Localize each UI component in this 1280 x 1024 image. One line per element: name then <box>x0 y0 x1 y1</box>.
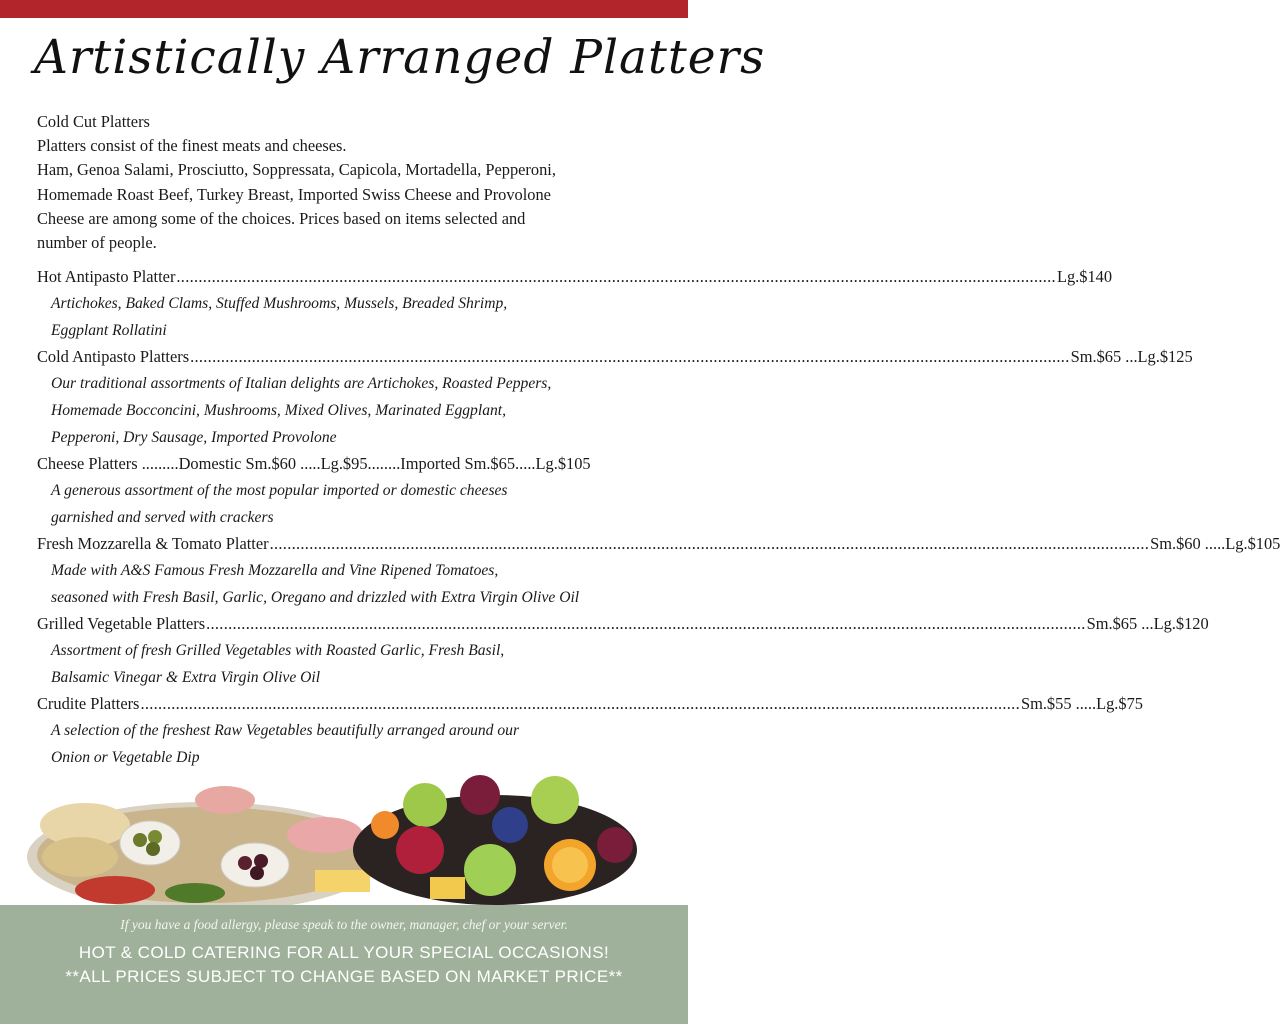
menu-item-cheese-platters <box>37 451 657 477</box>
salami <box>287 817 363 853</box>
green-grapes <box>464 844 516 896</box>
olive <box>148 830 162 844</box>
green-grapes <box>403 783 447 827</box>
olive-bowl <box>221 843 289 887</box>
cheese-cubes <box>315 870 370 892</box>
olive <box>254 854 268 868</box>
intro-line: Homemade Roast Beef, Turkey Breast, Imported Swiss Cheese and Provolone <box>37 184 551 204</box>
item-name: Crudite Platters <box>37 694 140 713</box>
blueberries <box>492 807 528 843</box>
item-description: Homemade Bocconcini, Mushrooms, Mixed Olives, Marinated Eggplant, <box>51 402 507 419</box>
menu-item-crudite <box>37 691 1143 717</box>
strawberries <box>396 826 444 874</box>
olive <box>250 866 264 880</box>
olive <box>238 856 252 870</box>
prosciutto <box>195 786 255 814</box>
item-description: Assortment of fresh Grilled Vegetables with Roasted Garlic, Fresh Basil, <box>51 642 505 659</box>
menu-item-mozzarella-tomato <box>37 531 1280 557</box>
menu-item-hot-antipasto <box>37 264 1113 290</box>
menu-items <box>37 264 1280 771</box>
item-name: Cheese Platters .........Domestic Sm.$60 .....Lg.$95........Imported Sm.$65 <box>37 454 516 473</box>
item-description: seasoned with Fresh Basil, Garlic, Oregano and drizzled with Extra Virgin Olive Oil <box>51 589 580 606</box>
item-description: Balsamic Vinegar & Extra Virgin Olive Oil <box>51 669 321 686</box>
item-price: Sm.$60 .....Lg.$105 <box>1150 534 1280 553</box>
price-notice: **ALL PRICES SUBJECT TO CHANGE BASED ON MARKET PRICE** <box>65 967 623 986</box>
olive <box>146 842 160 856</box>
cheese-cubes <box>430 877 465 899</box>
red-grapes <box>597 827 633 863</box>
intro-line: Cheese are among some of the choices. Prices based on items selected and <box>37 208 526 228</box>
item-name: Fresh Mozzarella & Tomato Platter <box>37 534 269 553</box>
page-title: Artistically Arranged Platters <box>34 30 766 85</box>
item-name: Hot Antipasto Platter <box>37 267 176 286</box>
item-description: Our traditional assortments of Italian delights are Artichokes, Roasted Peppers, <box>51 375 552 392</box>
item-price: Sm.$55 .....Lg.$75 <box>1020 694 1143 713</box>
item-price: Sm.$65 ...Lg.$120 <box>1086 614 1209 633</box>
allergy-notice: If you have a food allergy, please speak to the owner, manager, chef or your server. <box>120 917 568 932</box>
item-description: Eggplant Rollatini <box>51 322 167 339</box>
dot-leader <box>140 691 1020 717</box>
item-name: Cold Antipasto Platters <box>37 347 190 366</box>
item-description: A generous assortment of the most popular imported or domestic cheeses <box>51 482 508 499</box>
food-platters-image <box>25 765 665 915</box>
orange-slices <box>371 811 399 839</box>
item-price: Lg.$140 <box>1056 267 1113 286</box>
item-description: Made with A&S Famous Fresh Mozzarella and Vine Ripened Tomatoes, <box>51 562 499 579</box>
menu-item-grilled-vegetable <box>37 611 1209 637</box>
roasted-peppers <box>75 876 155 904</box>
dot-leader <box>270 531 1150 557</box>
intro-line: Ham, Genoa Salami, Prosciutto, Soppressata, Capicola, Mortadella, Pepperoni, <box>37 160 556 180</box>
intro-line: Platters consist of the finest meats and cheeses. <box>37 136 347 156</box>
greens <box>165 883 225 903</box>
intro-line: number of people. <box>37 233 157 253</box>
item-description: Onion or Vegetable Dip <box>51 749 200 766</box>
item-description: Artichokes, Baked Clams, Stuffed Mushrooms, Mussels, Breaded Shrimp, <box>51 295 508 312</box>
green-grapes <box>531 776 579 824</box>
dot-leader <box>176 264 1056 290</box>
footer-banner <box>0 905 688 1024</box>
menu-item-cold-antipasto <box>37 344 1193 370</box>
top-accent-bar <box>0 0 688 18</box>
olive <box>133 833 147 847</box>
crackers <box>42 837 118 877</box>
item-description: A selection of the freshest Raw Vegetables beautifully arranged around our <box>51 722 520 739</box>
dot-leader <box>206 611 1086 637</box>
red-grapes <box>460 775 500 815</box>
dot-leader <box>190 344 1070 370</box>
item-description: Pepperoni, Dry Sausage, Imported Provolone <box>51 429 337 446</box>
intro-heading: Cold Cut Platters <box>37 112 150 131</box>
intro-section <box>37 110 657 255</box>
orange-slice-inner <box>552 847 588 883</box>
item-price: .....Lg.$105 <box>515 454 591 473</box>
item-price: Sm.$65 ...Lg.$125 <box>1070 347 1193 366</box>
catering-notice: HOT & COLD CATERING FOR ALL YOUR SPECIAL OCCASIONS! <box>78 943 610 962</box>
item-name: Grilled Vegetable Platters <box>37 614 206 633</box>
item-description: garnished and served with crackers <box>51 509 274 526</box>
